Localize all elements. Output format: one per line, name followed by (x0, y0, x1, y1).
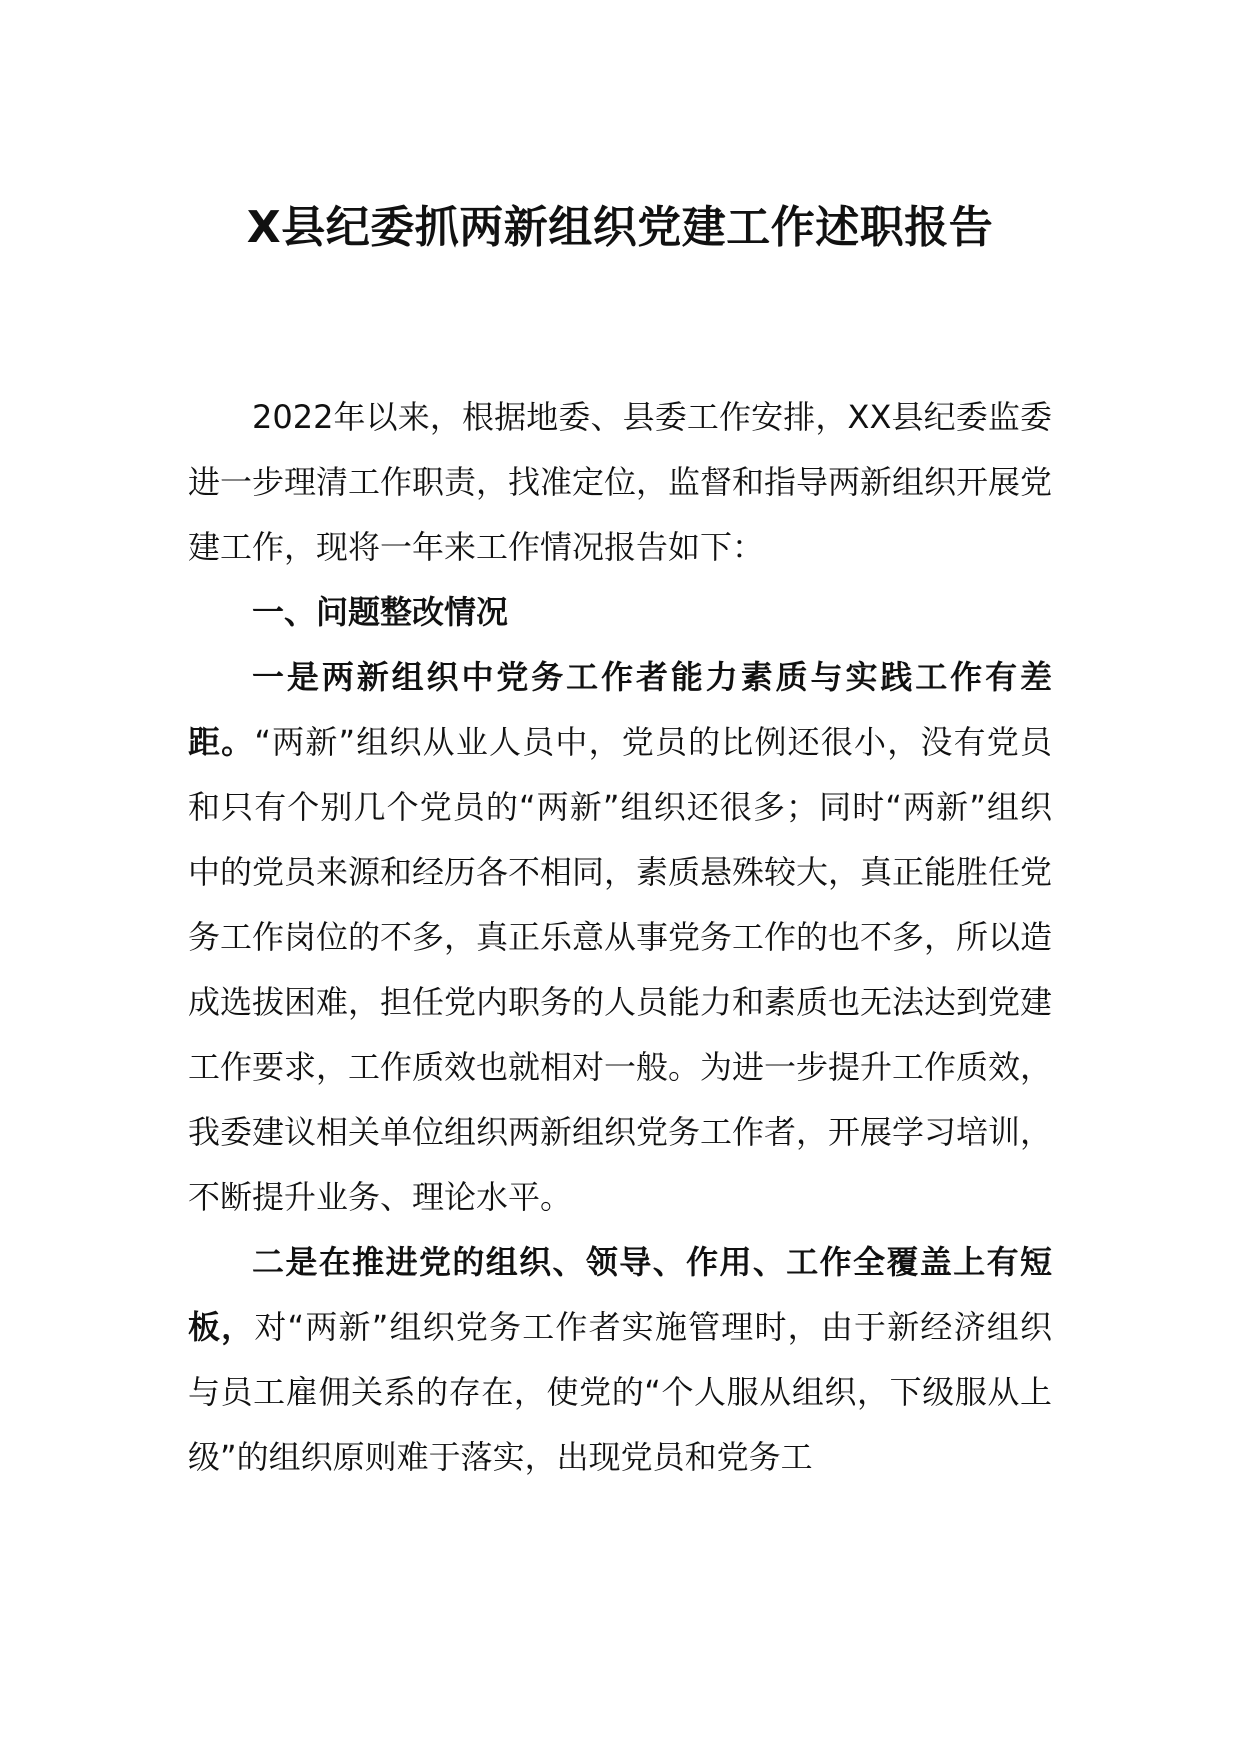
document-title: X县纪委抓两新组织党建工作述职报告 (246, 202, 994, 253)
point-1-lead: 一是两新组织中党务工作者能力素质与实践工作有差距。 (188, 658, 1052, 761)
point-2-text: 对“两新”组织党务工作者实施管理时，由于新经济组织与员工雇佣关系的存在，使党的“个人服从组织，下级服从上级”的组织原则难于落实，出现党员和党务工 (188, 1308, 1052, 1476)
point-paragraph-2 (188, 1230, 1052, 1490)
section-heading-1: 一、问题整改情况 (252, 593, 509, 631)
point-1-text: “两新”组织从业人员中，党员的比例还很小，没有党员和只有个别几个党员的“两新”组织还很多；同时“两新”组织中的党员来源和经历各不相同，素质悬殊较大，真正能胜任党务工作岗位的不多，真正乐意从事党务工作的也不多，所以造成选拔困难，担任党内职务的人员能力和素质也无法达到党建工作要求，工作质效也就相对一般。为进一步提升工作质效，我委建议相关单位组织两新组织党务工作者，开展学习培训，不断提升业务、理论水平。 (188, 723, 1053, 1216)
document-body (188, 385, 1052, 1490)
point-paragraph-1 (188, 645, 1052, 1230)
intro-paragraph: 2022年以来，根据地委、县委工作安排，XX县纪委监委进一步理清工作职责，找准定位，监督和指导两新组织开展党建工作，现将一年来工作情况报告如下： (188, 398, 1053, 566)
point-2-lead: 二是在推进党的组织、领导、作用、工作全覆盖上有短板， (188, 1243, 1052, 1346)
